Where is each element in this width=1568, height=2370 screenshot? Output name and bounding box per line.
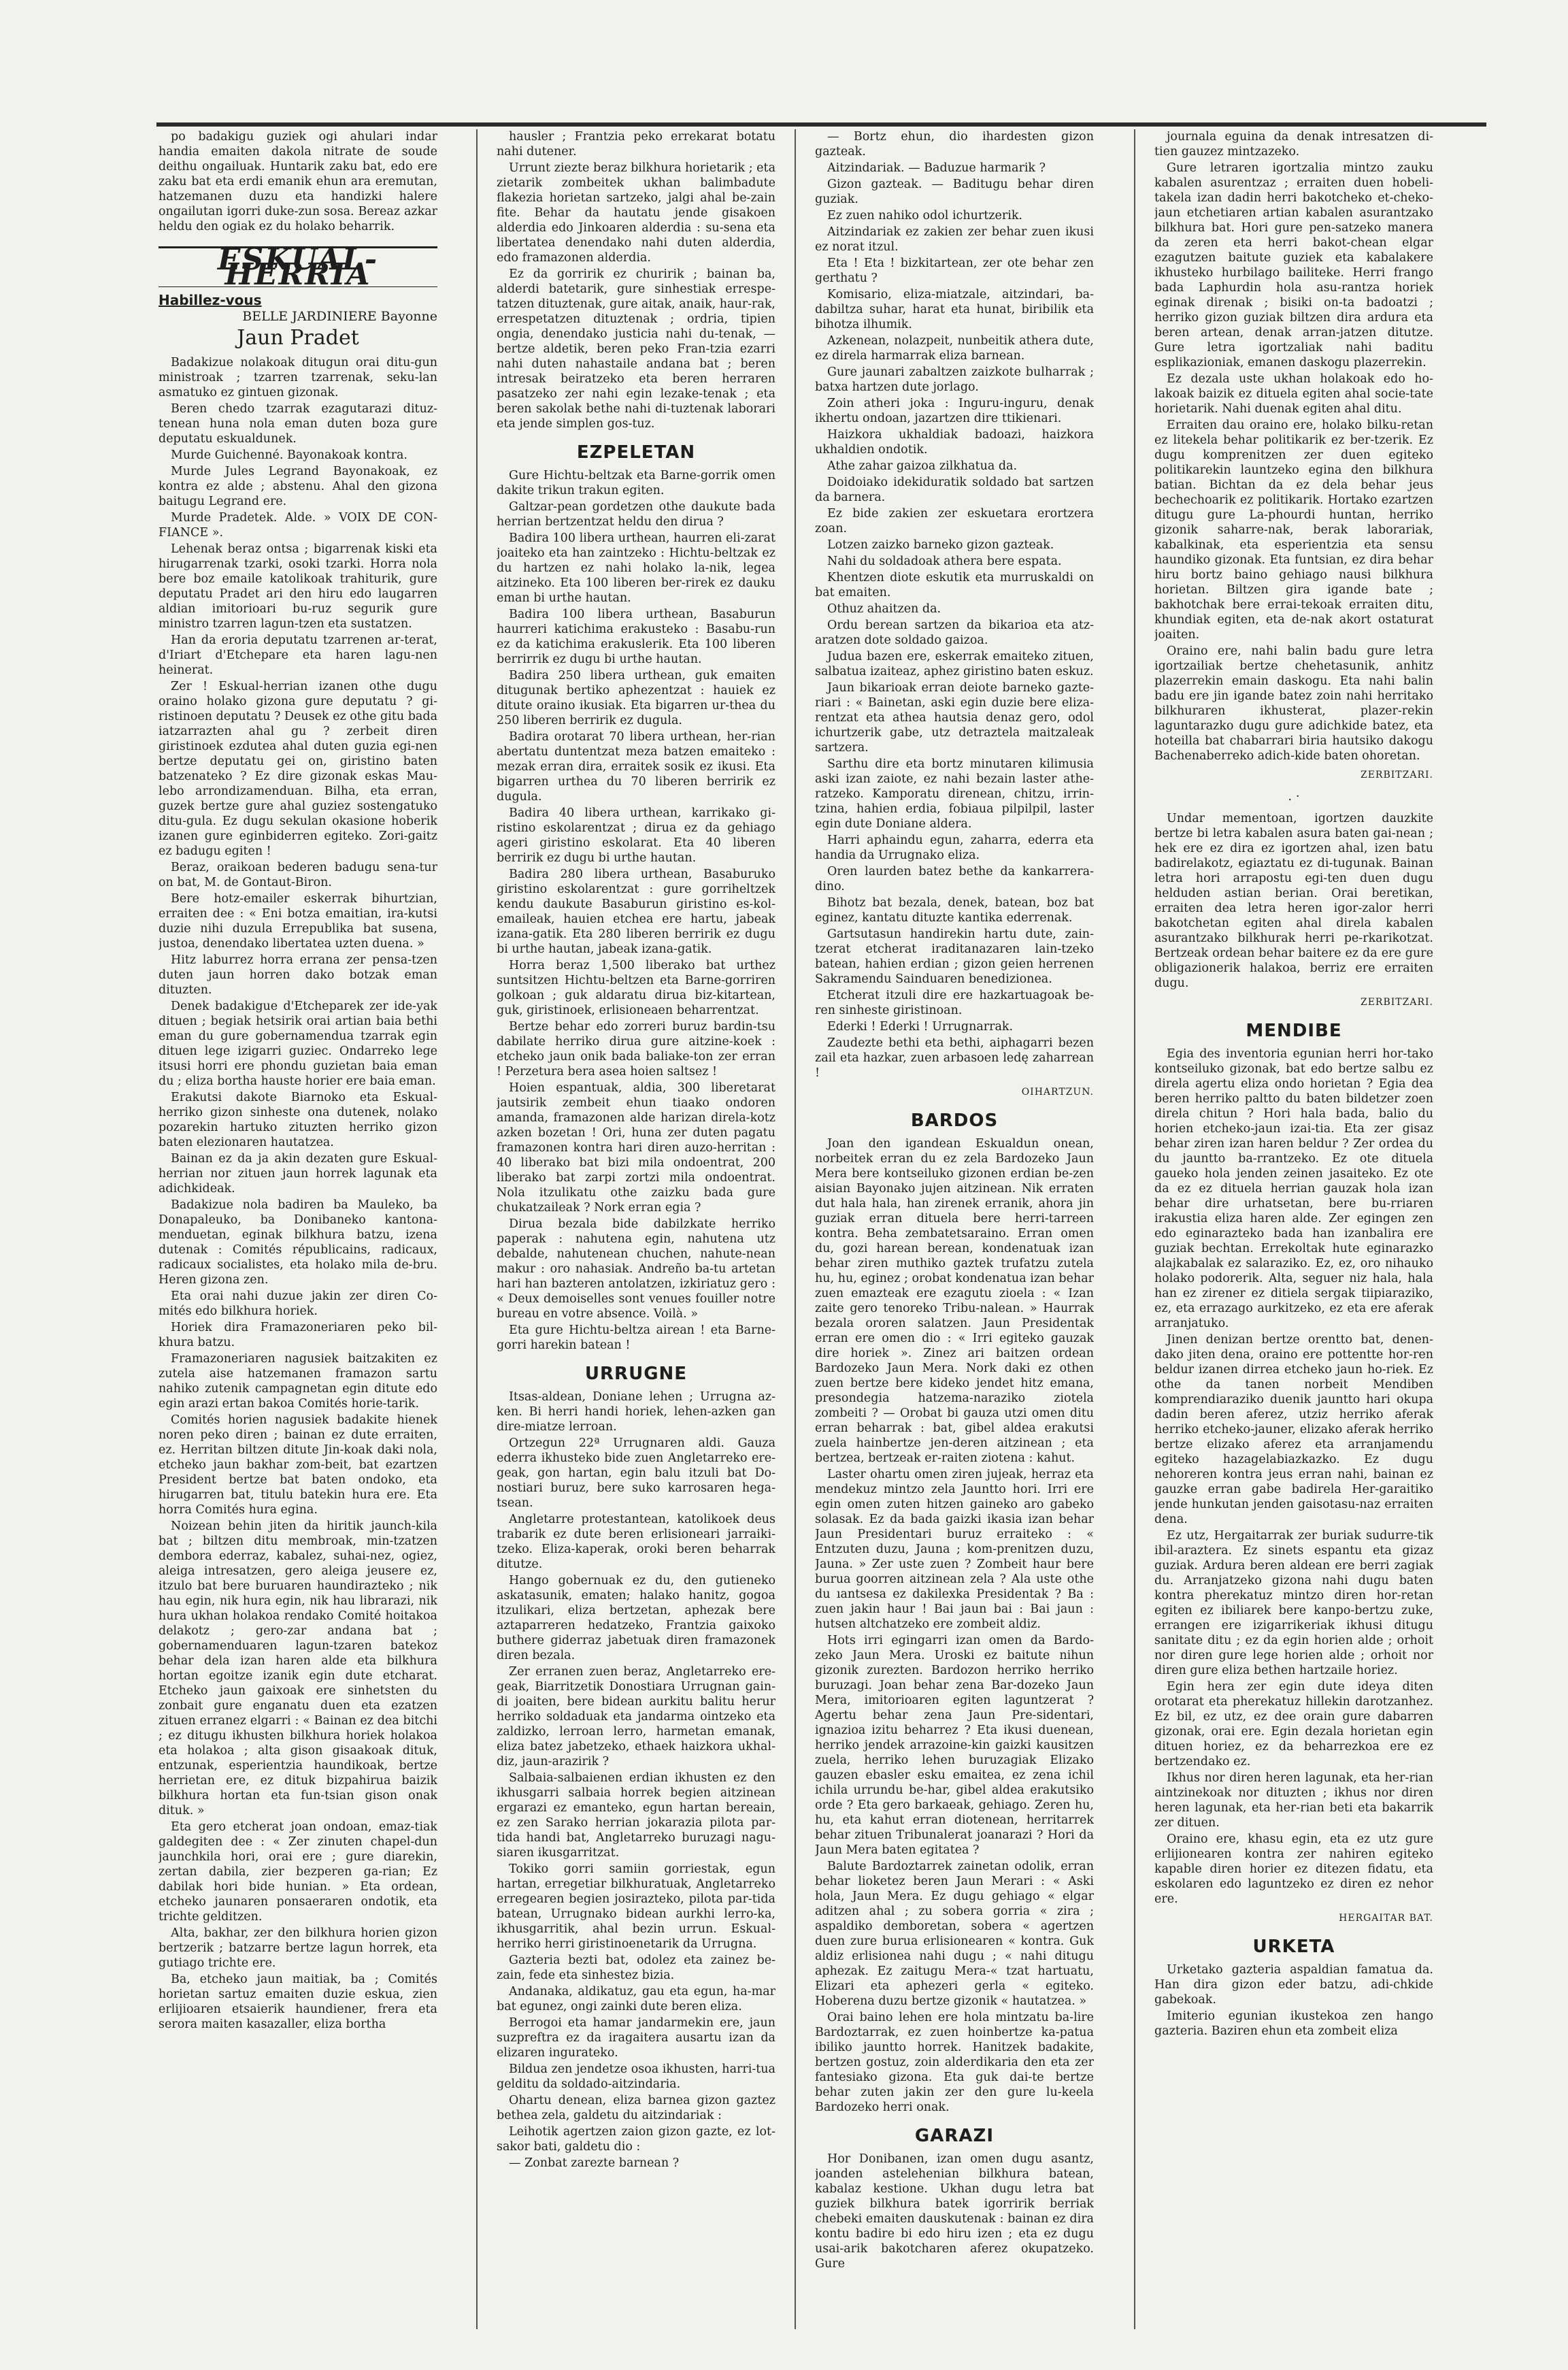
paragraph: — Bortz ehun, dio ihardesten gizon gazteak. [815, 130, 1094, 159]
paragraph: Bihotz bat bezala, denek, batean, boz bat eginez, kantatu dituzte kantika ederrenak. [815, 896, 1094, 925]
paragraph: Haizkora ukhaldiak badoazi, haizkora ukhaldien ondotik. [815, 428, 1094, 457]
paragraph: Badira 250 libera urthean, guk emaiten ditugunak bertiko aphezentzat : hauiek ez ditute oraino ikusiak. Eta bigarren ur-thea du 250 liberen berririk ez dugula. [497, 669, 775, 727]
paragraph: Othuz ahaitzen da. [827, 602, 941, 616]
paragraph: Gure jaunari zabaltzen zaizkote bulharrak ; batxa hartzen dute jorlago. [815, 365, 1094, 394]
paragraph: Khentzen diote eskutik eta murruskaldi on bat emaiten. [815, 571, 1094, 599]
top-rule [156, 122, 1486, 127]
paragraph: Imiterio egunian ikustekoa zen hango gazteria. Baziren ehun eta zombeit eliza [1154, 2009, 1433, 2038]
advertisement-text: BELLE JARDINIERE Bayonne [242, 309, 437, 324]
article-body [815, 1136, 1094, 2115]
article-body [815, 129, 1094, 1081]
paragraph: Eta orai nahi duzue jakin zer diren Co-mités edo bilkhura horiek. [159, 1289, 437, 1318]
paragraph: Zer erranen zuen beraz, Angletarreko ere-geak, Biarritzetik Donostiara Urrugnan gain-di joaiten, bere bidean aurkitu balitu herur herriko soldaduak eta jandarma ointzeko eta zaldizko, lerroan lerro, harmetan emanak, eliza batez jabetzeko, ethaek haizkora ukhal-diz, jaun-arazirik ? [497, 1665, 775, 1768]
paragraph: Ordu berean sartzen da bikarioa eta atz-aratzen dote soldado gaizoa. [815, 619, 1094, 647]
section-heading-mendibe: MENDIBE [1246, 1021, 1342, 1041]
article-body [1154, 811, 1433, 991]
article-body [159, 355, 437, 2032]
paragraph: Murde Pradetek. Alde. » VOIX DE CON-FIANCE ». [159, 511, 437, 540]
paragraph: Aitzindariak. — Baduzue harmarik ? [827, 161, 1046, 175]
signature: ZERBITZARI. [1360, 997, 1433, 1008]
paragraph: Urketako gazteria aspaldian famatua da. Han dira gizon eder batzu, adi-chkide gabekoak. [1154, 1963, 1433, 2007]
paragraph: Sarthu dire eta bortz minutaren kilimusia aski izan zaiote, ez nahi bezain laster athe-ratzeko. Kamporatu direnean, chitzu, irrin-tzina, hahien erdia, fobiaua pilpilpil, laster egin dute Doniane aldera. [815, 757, 1094, 831]
article-body [497, 129, 775, 431]
advertisement-heading: Habillez-vous [159, 292, 262, 308]
paragraph: Ez dezala uste ukhan holakoak edo ho-lakoak baizik ez dituela egiten ahal socie-tate horietarik. Nahi duenak egiten ahal ditu. [1154, 372, 1433, 416]
paragraph: Erraiten dau oraino ere, holako bilku-retan ez litekela behar politikarik ez ber-tzerik. Ez dugu komprenitzen zer duen egiteko politikarekin launtzeko egina den bilkhura batian. Bichtan da ez dela behar jeus bechechoarik ez politikarik. Hortako ezartzen ditugu gure La-phourdi huntan, herriko gizonik saharre-nak, berak laborariak, kabalkinak, eta esperientzia eta sensu haundiko gizonak. Eta funtsian, ez dira behar hiru bortz baino gehiago nausi bilkhura horietan. Biltzen gira igande bate ; bakhotchak bere errai-tekoak erraiten ditu, khundiak egiten, eta de-nak akort ostaturat joaiten. [1154, 418, 1433, 642]
paragraph: Oren laurden batez bethe da kankarrera-dino. [815, 865, 1094, 893]
paragraph: Badakizue nolakoak ditugun orai ditu-gun ministroak ; tzarren tzarrenak, seku-lan asmatuko ez gintuen gizonak. [159, 356, 437, 399]
section-heading-garazi: GARAZI [914, 2126, 995, 2146]
paragraph: Lehenak beraz ontsa ; bigarrenak kiski eta hirugarrenak tzarki, osoki tzarki. Horra nola bere boz emaile katolikoak trahiturik, gure deputatu Pradet ari den hiru edo laugarren aldian imitorioari bu-ruz segurik gure ministro tzarren lagun-tzen eta sustatzen. [159, 542, 437, 631]
paragraph: Eta gure Hichtu-beltza airean ! eta Barne-gorri harekin batean ! [497, 1323, 775, 1352]
paragraph: Galtzar-pean gordetzen othe daukute bada herrian bertzentzat heldu den dirua ? [497, 500, 775, 529]
section-heading-ezpeletan: EZPELETAN [576, 442, 696, 463]
paragraph: Ohartu denean, eliza barnea gizon gaztez bethea zela, galdetu du aitzindariak : [497, 2094, 775, 2122]
paragraph: Urrunt ziezte beraz bilkhura horietarik ; eta zietarik zombeitek ukhan balimbadute flakezia horietan sartzeko, jalgi ahal be-zain fite. Behar da hautatu jende gisakoen alderdia edo Jinkoaren alderdia : su-sena eta libertatea denendako nahi duten alderdia, edo framazonen alderdia. [497, 161, 775, 265]
paragraph: Eta gero etcherat joan ondoan, emaz-tiak galdegiten dee : « Zer zinuten chapel-dun jaunchkila hori, orai ere ; gure diarekin, zertan dabila, zier bezperen ga-rian; Ez dabilak hori bide hunian. » Eta ordean, etcheko jaunaren ponsaeraren ondotik, eta trichte gelditzen. [159, 1820, 437, 1924]
paragraph: Tokiko gorri samiin gorriestak, egun hartan, erregetiar bilkhuratuak, Angletarreko erregearen begien josirazteko, pilota par-tida batean, Urrugnako bidean aurkhi lerro-ka, ikhusgarritik, ahal bezin urrun. Eskual-herriko herri giristinoenetarik da Urrugna. [497, 1862, 775, 1951]
paragraph: Oraino ere, khasu egin, eta ez utz gure erlijionearen kontra zer nahiren egiteko kapable diren horier ez ditezen fidatu, eta eskolaren edo laguntzeko ez diren ez nehor ere. [1154, 1832, 1433, 1906]
paragraph: Ez zuen nahiko odol ichurtzerik. [827, 209, 1022, 223]
paragraph: Itsas-aldean, Doniane lehen ; Urrugna az-ken. Bi herri handi horiek, lehen-azken gan dire-miatze lerroan. [497, 1390, 775, 1434]
paragraph: Horra beraz 1,500 liberako bat urthez suntsitzen Hichtu-beltzen eta Barne-gorriren golkoan ; guk aldaratu dirua biz-kitartean, guk, giristinoek, erlisioneaen beharrentzat. [497, 959, 775, 1017]
paragraph: Eta ! Eta ! bizkitartean, zer ote behar zen gerthatu ? [815, 257, 1094, 285]
paragraph: Alta, bakhar, zer den bilkhura horien gizon bertzerik ; batzarre bertze lagun horrek, eta gutiago trichte ere. [159, 1926, 437, 1970]
paragraph: Judua bazen ere, eskerrak emaiteko zituen, salbatua izaiteaz, aphez giristino baten eskuz. [815, 650, 1094, 678]
paragraph: Dirua bezala bide dabilzkate herriko paperak : nahutena egin, nahutena utz debalde, nahutenean chuchen, nahute-nean makur : oro nahasiak. Andreño ba-tu artetan hari han bazteren antolatzen, izkiriatuz gero : « Deux demoiselles sont venues fouiller notre bureau en votre absence. Voilà. » [497, 1217, 775, 1321]
signature: HERGAITAR BAT. [1339, 1913, 1433, 1924]
paragraph: Han da eroria deputatu tzarrenen ar-terat, d'Iriart d'Etchepare eta haren lagu-nen heinerat. [159, 633, 437, 677]
paragraph: Doidoiako idekiduratik soldado bat sartzen da barnera. [815, 476, 1094, 504]
article-title: Jaun Pradet [237, 326, 359, 350]
paragraph: Balute Bardoztarrek zainetan odolik, erran behar lioketez beren Jaun Merari : « Aski hola, Jaun Mera. Ez dugu gehiago « elgar aditzen ahal ; zu sobera gorria « zira ; aspaldiko demboretan, sobera « agertzen duen zure burua erlisionearen « kontra. Guk aldiz erlisionea nahi dugu ; « nahi ditugu aphezak. Ez zaitugu Mera-« tzat hartuatu, Elizari eta aphezeri gerla « egiteko. Hoberena duzu bertze gizonik « hautatzea. » [815, 1860, 1094, 2008]
paragraph: Badira 100 libera urthean, Basaburun haurreri katichima erakusteko : Basabu-run ez da katichima erakuslerik. Eta 100 liberen berrirrik ez dugu bi urthe hautan. [497, 608, 775, 666]
paragraph: Bere hotz-emailer eskerrak bihurtzian, erraiten dee : « Eni botza emaitian, ira-kutsi duzie nihi duzula Errepublika bat susena, justoa, denendako libertatea uzten duena. » [159, 892, 437, 951]
paragraph: Komisario, eliza-miatzale, aitzindari, ba-dabiltza suhar, harat eta hunat, biribilik eta bihotza ilhumik. [815, 288, 1094, 331]
paragraph: Ikhus nor diren heren lagunak, eta her-rian aintzinekoak nor dituzten ; ikhus nor diren heren lagunak, eta her-rian beti eta bakarrik zer dituen. [1154, 1771, 1433, 1830]
paragraph: Beren chedo tzarrak ezagutarazi dituz-tenean huna nola eman duten boza gure deputatu eskualdunek. [159, 402, 437, 446]
paragraph: Berrogoi eta hamar jandarmekin ere, jaun suzpreftra ez da iragaitera ausartu izan da elizaren ingurateko. [497, 2016, 775, 2060]
article-body [1154, 1962, 1433, 2039]
paragraph: — Zonbat zarezte barnean ? [509, 2156, 680, 2170]
paragraph: Ez da gorririk ez churirik ; bainan ba, alderdi batetarik, gure sinhestiak errespe-tatzen dituztenak, gure aitak, anaik, haur-rak, errespetatzen dituztenak ; ordria, tipien ongia, denendako justicia nahi du-tenak, — bertze aldetik, beren peko Fran-tzia ezarri nahi duten nahastaile andana bat ; beren intresak beiratzeko eta beren herraren pasatzeko zer nahi egin lezake-tenak ; eta beren sakolak bethe nahi di-tuztenak laborari eta jende simplen gos-tuz. [497, 267, 775, 431]
paragraph: Badira 100 libera urthean, haurren eli-zarat joaiteko eta han zaintzeko : Hichtu-beltzak ez du hartzen ez nahi holako la-nik, legea aitzineko. Eta 100 liberen ber-rirek ez dauku eman bi urthe hautan. [497, 531, 775, 605]
column-2 [497, 129, 775, 2343]
paragraph: Egia des inventoria egunian herri hor-tako kontseiluko gizonak, bat edo bertze salbu ez direla agertu eliza ondo horietan ? Egia dea beren herriko paltto du baten bildetzer zoen direla chitun ? Hori hala bada, balio du horien etcheko-jaun izai-tia. Eta zer gisaz behar ziren izan haren beldur ? Zer ordea du du jauntto ba-rrantzeko. Ez ote dituela gaueko hola jenden zeinen jasaiteko. Ez ote da ez ez dituela herrian gauzak hola izan behar dire urhatsetan, bere bu-rriaren irakustia eliza haren alde. Zer egingen zen edo eginarazteko bada han izanbalira ere guziak bechtan. Errekoltak hute eginarazko alajkabalak ez salaraziko. Ez, ez, oro nihauko holako podorerik. Alta, seguer niz hala, hala han ez zirener ez ditiela sergak tiipiaraziko, ez, eta errazago aurkitzeko, ez eta ere aferak arranjatuko. [1154, 1047, 1433, 1330]
paragraph: Gure letraren igortzalia mintzo zauku kabalen asurentzaz ; erraiten duen hobeli-takela izan dadin herri bakotcheko et-cheko-jaun etchetiaren artian kabalen asurantzako bilkhura bat. Hori gure pen-satzeko manera da zeren eta herri bakot-chean elgar ezagutzen baitute guziek eta kabalakere ikhusteko hurbilago bailiteke. Herri frango bada Laphurdin hola asu-rantza horiek eginak direnak ; bisiki on-ta badoatzi ; herriko gizon guziak biltzen dira ardura eta beren artean, denak arran-jatzen ditutze. Gure letra igortzaliak nahi baditu esplikazioniak, emanen daskogu plazerrekin. [1154, 161, 1433, 369]
paragraph: Zoin atheri joka : Inguru-inguru, denak ikhertu ondoan, jazartzen dire ttikienari. [815, 397, 1094, 425]
paragraph: hausler ; Frantzia peko errekarat botatu nahi dutener. [497, 130, 775, 159]
section-heading-urrugne: URRUGNE [584, 1364, 688, 1384]
paragraph: Zaudezte bethi eta bethi, aiphagarri bezen zail eta hazkar, zuen arbasoen ledę zaharrean ! [815, 1036, 1094, 1080]
paragraph: Comités horien nagusiek badakite hienek noren peko diren ; bainan ez dute erraiten, ez. Herritan biltzen ditute Jin-koak daki nola, etcheko jaun bakhar zom-beit, bat ezartzen President bertze bat baten ondoko, eta hirugarren bat, titulu batekin hura ere. Eta horra Comités hura egina. [159, 1413, 437, 1517]
paragraph: Denek badakigue d'Etcheparek zer ide-yak dituen ; begiak hetsirik orai artian baia bethi eman du gure gobernamendua tzarrak egin dituen lege izigarri guziec. Ondarreko lege itsusi horri ere phondu guzietan baia eman du ; eliza bortha hauste horier ere baia eman. [159, 1000, 437, 1088]
paragraph: Hango gobernuak ez du, den gutieneko askatasunik, ematen; halako hanitz, gogoa itzulikari, eliza bertzetan, aphezak bere aztaparreren hedatzeko, Frantzia gaixoko buthere giderraz jabetuak diren framazonek diren bezala. [497, 1574, 775, 1662]
signature: ZERBITZARI. [1360, 770, 1433, 780]
paragraph: Undar mementoan, igortzen dauzkite bertze bi letra kabalen asura baten gai-nean ; hek ere ez dira ez igortzen ahal, izen batu badirelakotz, egiaztatu ez di-tugunak. Bainan letra hori arrapostu egi-ten duen dugu helduden astian berian. Orai beretikan, erraiten dea letra heren igor-zalor herri bakotchetan egiten ahal direla kabalen asurantzako bilkhurak herri pe-rkarikotzat. Bertzeak ordean behar baitere ez da ere gure obligazionerik halakoa, berriz ere erraiten dugu. [1154, 812, 1433, 990]
signature: OIHARTZUN. [1021, 1087, 1094, 1098]
paragraph: Zer ! Eskual-herrian izanen othe dugu oraino holako gizona gure deputatu ? gi-ristinoen deputatu ? Deusek ez othe gitu bada iatzarrazten ahal gu ? zerbeit diren giristinoek ezdutea ahal duten guzia egi-nen bertze deputatu gei on, giristino baten batzenateko ? Ez dire gizonak eskas Mau-lebo arrondizamenduan. Bilha, eta erran, guzek bertze gure ahal guziez sostengatuko ditu-gula. Ez dugu sekulan okasione hoberik izanen gure eginbiderren egiteko. Zori-gaitz ez badugu egiten ! [159, 680, 437, 858]
paragraph: Joan den igandean Eskualdun onean, norbeitek erran du ez zela Bardozeko Jaun Mera bere kontseiluko gizonen erdian be-zen aisian Bayonako jujen aitzinean. Nik erraten dut hala hala, han zirenek erranik, ahora jin guziak erran dituela bere herri-tarreen kontra. Beha zembatetsaraino. Erran omen du, gozi harean berean, kondenatuak izan behar ziren muthiko gaztek trufatzu zutela hu, hu, eginez ; orobat kondenatua izan behar zuen emazteak ere ezagutu zioela : « Izan zaite gero tenoreko Tribu-nalean. » Haurrak bezala ororen salatzen. Jaun Presidentak erran ere omen dio : « Irri egiteko gauzak dire horiek ». Zinez ari baitzen ordean Bardozeko Jaun Mera. Nork daki ez othen zuen bertze bere kideko jendet hitz emana, presondegia hatzema-naraziko ziotela zombeiti ? — Orobat bi gauza utzi omen ditu erran beharrak : bat, gibel aldea erakutsi zuela hainbertze jen-deren aitzinean ; eta bertzea, bertzeak er-raiten ziotena : kahut. [815, 1137, 1094, 1465]
paragraph: Salbaia-salbaienen erdian ikhusten ez den ikhusgarri salbaia horrek begien aitzinean ergarazi ez emanteko, egun hartan bereain, ez zen Sarako herrian jokarazia pilota par-tida handi bat, Angletarreko buruzagi nagu-siaren ikusgarritzat. [497, 1771, 775, 1860]
paragraph: Jinen denizan bertze orentto bat, denen-dako jiten dena, oraino ere pottentte hor-ren beldur izanen dirrea etcheko jaun ho-riek. Ez othe da tanen norbeit Mendiben komprendiaraziko duenik jauntto hari okupa dadin beren aferez, utziz herriko aferak herriko etcheko-jauner, elizako aferak herriko bertze elizako aferez eta arranjamendu egiteko hazagelabiazkazko. Ez dugu nehoreren kontra jeus erran nahi, bainan ez gauzke erran gabe badirela Her-garaitiko jende hunkutan jenden gaisotasu-naz erraiten dena. [1154, 1333, 1433, 1526]
paragraph: Laster ohartu omen ziren jujeak, herraz eta mendekuz mintzo zela Jauntto hori. Irri ere egin omen zuten hitzen gaineko aro gabeko solasak. Ez da bada gaizki ikasia izan behar Jaun Presidentari buruz erraiteko : « Entzuten duzu, Jauna ; kom-prenitzen duzu, Jauna. » Zer uste zuen ? Zombeit haur bere burua goorren aitzinean zela ? Ala uste othe du ıantsesa ez dakilexka Presidentak ? Ba : zuen jakin haur ! Bai jaun bai : Bai jaun : hutsen altchatzeko ere zombeit aldiz. [815, 1468, 1094, 1631]
paragraph: Aitzindariak ez zakien zer behar zuen ikusi ez norat itzul. [815, 225, 1094, 254]
column-divider [1134, 129, 1135, 2329]
paragraph: Lotzen zaizko barneko gizon gazteak. [827, 538, 1054, 552]
paragraph: Badira 280 libera urthean, Basaburuko giristino eskolarentzat : gure gorriheltzek kendu daukute Basaburun giristino es-kol-emaileak, hauien etchea ere hartu, jabeak izana-gatik. Eta 280 liberen berririk ez dugu bi urthe hautan, jabeak izana-gatik. [497, 868, 775, 956]
paragraph: po badakigu guziek ogi ahulari indar handia emaiten dakola nitrate de soude deithu ongailuak. Huntarik zaku bat, edo ere zaku bat eta erdi emanik ehun ara eremutan, hatzemanen duzu eta handizki halere ongailutan igorri duke-zun sosa. Bereaz azkar heldu den ogiak ez du holako beharrik. [159, 130, 437, 233]
paragraph: Etcherat itzuli dire ere hazkartuagoak be-ren sinheste giristinoan. [815, 989, 1094, 1017]
paragraph: Hor Donibanen, izan omen dugu asantz, joanden astelehenian bilkhura batean, kabalaz kestione. Ukhan dugu letra bat guziek bilkhura batek igorririk berriak chebeki emaiten dauskutenak : bainan ez dira kontu badire bi edo hiru izen ; eta ez dugu usai-arik bakotcharen aferez okupatzeko. Gure [815, 2152, 1094, 2271]
paragraph: Badira 40 libera urthean, karrikako gi-ristino eskolarentzat ; dirua ez da gehiago ageri giristino eskolarat. Eta 40 liberen berririk ez dugu bi urthe hautan. [497, 806, 775, 865]
paragraph: Noizean behin jiten da hiritik jaunch-kila bat ; biltzen ditu membroak, min-tzatzen dembora ederraz, kabalez, suhai-nez, ogiez, aleiga intresatzen, gero aleiga jeusere ez, itzulo bat bere buruaren haundirazteko ; nik hau egin, nik hura egin, nik hau librarazi, nik hura ukhan holakoa rendako Comité hoitakoa delakotz ; gero-zar andana bat ; gobernamenduaren lagun-tzaren batekoz behar dela izan haren alde eta bilkhura hortan egoitze izanik egin dute etcharat. Etcheko jaun gaixoak ere sinhetsten du zonbait gure enganatu duen eta ezatzen zituen erranez elgarri : « Bainan ez dea bitchi ; ez ditugu ikhusten bilkhura horiek holakoa eta holakoa ; alta gison gisaakoak dituk, entzunak, esperientzia haundikoak, bertze herrietan ere, ez dituk bizpahirua baizik bilkhura hortan eta fun-tsian gison onak dituk. » [159, 1519, 437, 1817]
article-body [1154, 1047, 1433, 1907]
paragraph: Ez utz, Hergaitarrak zer buriak sudurre-tik ibil-araztera. Ez sinets espantu eta gizaz guziak. Ardura beren aldean ere berri zagiak du. Arranjatzeko gizona nahi dugu baten kontra pherekatuz mintzo diren hor-retan egiten ez ibiliarek bere kanpo-bertzu zuke, errangen ere izigarrikeriak ikhusi ditugu sanitate ditu ; ez da egin horien alde ; orhoit nor diren gure lege horien alde ; orhoit nor diren gure eliza bethen hartzaile horiez. [1154, 1529, 1433, 1677]
paragraph: Gizon gazteak. — Baditugu behar diren guziak. [815, 178, 1094, 206]
paragraph: Hoien espantuak, aldia, 300 liberetarat jautsirik zembeit ehun tiaako ondoren amanda, framazonen alde harizan direla-kotz azken bozetan ! Ori, huna zer duten pagatu framazonen kontra hari diren auzo-herritan : 40 liberako bat bizi mila ondoentrat, 200 liberako bat zarpi zortzi mila ondoentrat. Nola itzulikatu othe zaizku bada gure chukatzaileak ? Nork erran egia ? [497, 1081, 775, 1215]
paragraph: Murde Jules Legrand Bayonakoak, ez kontra ez alde ; abstenu. Ahal den gizona baitugu Legrand ere. [159, 465, 437, 508]
paragraph: Ederki ! Ederki ! Urrugnarrak. [827, 1020, 1014, 1034]
paragraph: Murde Guichenné. Bayonakoak kontra. [171, 448, 407, 462]
paragraph: Badira orotarat 70 libera urthean, her-rian abertatu duntentzat meza batzen emaiteko : mezak erran dira, erraitek sosik ez ikusi. Eta bigarren urthea du 70 liberen berririk ez dugula. [497, 730, 775, 804]
article-body [497, 468, 775, 1353]
paragraph: Egin hera zer egin dute ideya diten orotarat eta pherekatuz hillekin darotzanhez. Ez bil, ez utz, ez dee orain gure dabarren gizonak, orai ere. Egin dezala horietan egin dituen horiez, ez da beharrezkoa ere ez bertzendako ez. [1154, 1680, 1433, 1768]
column-divider [795, 129, 796, 2329]
paragraph: Badakizue nola badiren ba Mauleko, ba Donapaleuko, ba Donibaneko kantona-menduetan, eginak bilkhura batzu, izena dutenak : Comités républicains, radicaux, radicaux socialistes, eta holako mila de-bru. Heren gizona zen. [159, 1198, 437, 1287]
separator-dots: . · [1288, 789, 1300, 804]
paragraph: Leihotik agertzen zaion gizon gazte, ez lot-sakor bati, galdetu dio : [497, 2125, 775, 2154]
column-3 [815, 129, 1094, 2343]
paragraph: Andanaka, aldikatuz, gau eta egun, ha-mar bat egunez, ongi zainki dute beren eliza. [497, 1985, 775, 2013]
paragraph: journala eguina da denak intresatzen di-tien gauzez mintzazeko. [1154, 130, 1433, 159]
paragraph: Gartsutasun handirekin hartu dute, zain-tzerat etcherat iraditanazaren lain-tzeko batean, hahien erdian ; gizon geien herrenen Sakramendu Sainduaren benedizionea. [815, 927, 1094, 986]
paragraph: Erakutsi dakote Biarnoko eta Eskual-herriko gizon sinheste ona dutenek, nolako pozarekin hartuko zituzten herriko gizon baten elezionaren hautatzea. [159, 1091, 437, 1149]
column-divider [476, 129, 478, 2329]
article-body [815, 2152, 1094, 2271]
paragraph: Ba, etcheko jaun maitiak, ba ; Comités horietan sartuz emaiten duzie eskua, zien erlijioaren etsaierik haundiener, frera eta serora maiten kasazaller, eliza bortha [159, 1973, 437, 2031]
paragraph: Jaun bikarioak erran deiote barneko gazte-riari : « Bainetan, aski egin duzie bere eliza-rentzat eta athea hautsia denaz gero, odol ichurtzerik gabe, utz detraztela maitzaleak sartzera. [815, 681, 1094, 755]
paragraph: Oraino ere, nahi balin badu gure letra igortzailiak bertze chehetasunik, anhitz plazerrekin emain daskogu. Eta nahi balin badu ere jin igande batez zoin nahi herritako bilkhuraren ikhusterat, plazer-rekin laguntarazko dugu gure adichkide batez, eta hoteilla bat chabarrari biria hautsiko dakogu Bachenaberreko adich-kide baten ohoretan. [1154, 644, 1433, 763]
paragraph: Ez bide zakien zer eskuetara erortzera zoan. [815, 507, 1094, 536]
paragraph: Hitz laburrez horra errana zer pensa-tzen duten jaun horren dako botzak eman dituzten. [159, 953, 437, 997]
paragraph: Harri aphaindu egun, zaharra, ederra eta handia da Urrugnako eliza. [815, 834, 1094, 862]
paragraph: Ortzegun 22ª Urrugnaren aldi. Gauza ederra ikhusteko bide zuen Angletarreko ere-geak, gon hartan, egin balu itzuli bat Do-nostiari buruz, bere suko karrosaren hega-tsean. [497, 1436, 775, 1510]
section-heading-urketa: URKETA [1252, 1937, 1335, 1957]
section-heading-bardos: BARDOS [910, 1110, 999, 1131]
article-body [1154, 129, 1433, 763]
paragraph: Hots irri egingarri izan omen da Bardo-zeko Jaun Mera. Uroski ez baitute nihun gizonik zurezten. Bardozon herriko herriko buruzagi. Joan behar zena Bar-dozeko Jaun Mera, imitorioaren egiten laguntzerat ? Agertu behar zena Jaun Pre-sidentari, ignazioa izitu beharrez ? Eta ikusi duenean, herriko jendek arrazoine-kin gaizki kausitzen zuela, herriko lehen buruzagiak Elizako gauzen ebasler esku emaitea, ez zena ichil ichila urrundu be-har, gibel aldea erakutsiko orde ? Eta gero barkaeak, gehiago. Zeren hu, hu, eta kahut erran diotenean, herritarrek behar zituen Tribunalerat joanarazi ? Hori da Jaun Mera baten egitatea ? [815, 1634, 1094, 1857]
paragraph: Orai baino lehen ere hola mintzatu ba-lire Bardoztarrak, ez zuen hoinbertze ka-patua ibiliko jauntto horrek. Hanitzek badakite, bertzen gostuz, zoin alderdikaria den eta zer fantesiako gizona. Eta guk dai-te bertze behar zuten jakin zer den gure lu-keela Bardozeko herri onak. [815, 2011, 1094, 2114]
paragraph: Angletarre protestantean, katolikoek deus trabarik ez dute beren erlisioneari jarraiki-tzeko. Eliza-kaperak, oroki beren beharrak ditutze. [497, 1513, 775, 1571]
paragraph: Bainan ez da ja akin dezaten gure Eskual-herrian nor zituen jaun horrek lagunak eta adichkideak. [159, 1152, 437, 1196]
paragraph: Gure Hichtu-beltzak eta Barne-gorrik omen dakite trikun trakun egiten. [497, 469, 775, 497]
masthead-title: ESKUAL-HERRIA [217, 242, 379, 292]
paragraph: Bertze behar edo zorreri buruz bardin-tsu dabilate herriko dirua gure aitzine-koek : etcheko jaun onik bada baliake-ton zer erran ! Perzetura bera asea hoien saltsez ! [497, 1020, 775, 1079]
column-4 [1154, 129, 1433, 2343]
paragraph: Beraz, oraikoan bederen badugu sena-tur on bat, M. de Gontaut-Biron. [159, 861, 437, 889]
paragraph: Athe zahar gaizoa zilkhatua da. [827, 459, 1018, 473]
paragraph: Bildua zen jendetze osoa ikhusten, harri-tua gelditu da soldado-aitzindaria. [497, 2062, 775, 2091]
masthead [159, 242, 437, 292]
article-body [497, 1389, 775, 2171]
paragraph: Nahi du soldadoak athera bere espata. [827, 555, 1062, 568]
paragraph: Azkenean, nolazpeit, nunbeitik athera dute, ez direla harmarrak eliza barnean. [815, 334, 1094, 363]
column-1 [159, 129, 437, 2343]
paragraph: Gazteria bezti bat, odolez eta zainez be-zain, fede eta sinhestez bizia. [497, 1954, 775, 1982]
paragraph: Horiek dira Framazoneriaren peko bil-khura batzu. [159, 1321, 437, 1349]
paragraph: Framazoneriaren nagusiek baitzakiten ez zutela aise hatzemanen framazon sartu nahiko zutenik campagnetan egin ditute edo egin arazi ertan bakoa Comités horie-tarik. [159, 1352, 437, 1411]
